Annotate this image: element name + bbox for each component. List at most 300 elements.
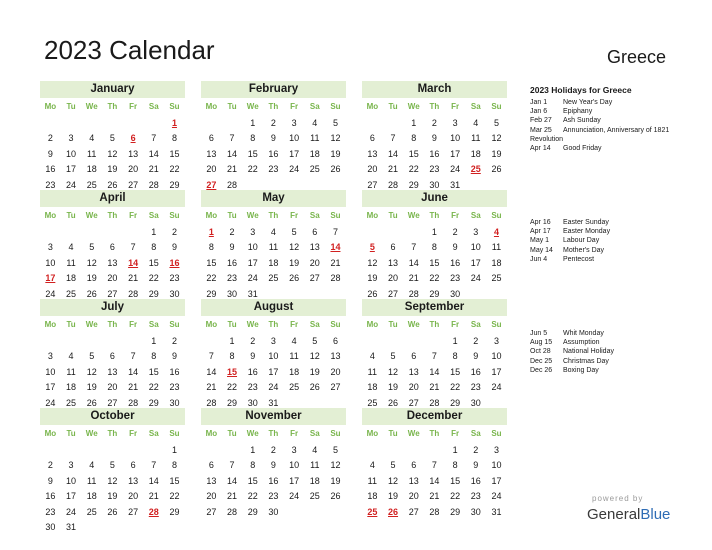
calendar-day: 16	[470, 366, 481, 377]
calendar-day: 5	[109, 460, 115, 471]
calendar-day: 23	[429, 164, 440, 175]
calendar-day: 14	[227, 475, 238, 486]
calendar-day: 26	[309, 382, 320, 393]
weekday-label: Sa	[470, 429, 481, 438]
calendar-day: 4	[68, 351, 74, 362]
weekday-label: Fr	[451, 211, 460, 220]
calendar-day: 26	[107, 179, 118, 190]
holiday-row	[530, 366, 700, 375]
month-header: November	[201, 408, 346, 425]
day-grid	[201, 425, 346, 520]
holiday-date: Oct 28	[530, 348, 551, 356]
empty-cell	[424, 443, 445, 458]
holiday-list	[530, 98, 700, 153]
calendar-day: 10	[45, 257, 56, 268]
calendar-day: 6	[332, 336, 338, 346]
calendar-day: 7	[130, 242, 136, 253]
calendar-day: 13	[309, 242, 320, 253]
weekday-label: Fr	[290, 102, 299, 111]
calendar-day: 30	[45, 521, 56, 532]
calendar-day: 19	[330, 475, 341, 486]
calendar-day: 18	[367, 491, 378, 502]
empty-cell	[102, 116, 123, 131]
weekday-label: Sa	[148, 211, 159, 220]
calendar-day: 31	[66, 521, 77, 532]
calendar-day: 9	[452, 242, 458, 253]
calendar-day: 19	[388, 491, 399, 502]
weekday-label: Fr	[290, 429, 299, 438]
month-header: February	[201, 81, 346, 98]
month-header: September	[362, 299, 507, 316]
weekday-label: Mo	[366, 211, 379, 220]
weekday-label: Tu	[388, 102, 398, 111]
calendar-day: 26	[107, 506, 118, 517]
calendar-day: 2	[431, 118, 437, 128]
empty-cell	[102, 443, 123, 458]
weekday-label: Sa	[309, 211, 320, 220]
calendar-day: 27	[206, 506, 217, 517]
weekday-label: Mo	[205, 320, 218, 329]
calendar-day: 21	[128, 382, 139, 393]
calendar-day: 28	[128, 397, 139, 408]
month-february	[201, 81, 346, 193]
calendar-day: 12	[86, 366, 97, 377]
calendar-day: 27	[408, 506, 419, 517]
calendar-day: 23	[247, 382, 258, 393]
calendar-day: 27	[330, 382, 341, 393]
holiday-day: 17	[45, 273, 56, 284]
empty-cell	[40, 225, 61, 240]
weekday-label: We	[407, 320, 420, 329]
holiday-row	[530, 227, 700, 236]
calendar-day: 10	[450, 133, 461, 144]
calendar-day: 23	[169, 382, 180, 393]
weekday-label: Fr	[290, 211, 299, 220]
calendar-day: 17	[491, 475, 502, 486]
calendar-day: 11	[367, 475, 378, 486]
holiday-name: Easter Sunday	[563, 219, 609, 226]
calendar-day: 30	[470, 506, 481, 517]
calendar-day: 8	[171, 133, 177, 144]
weekday-label: Su	[491, 320, 502, 329]
holiday-day: 6	[130, 133, 136, 144]
calendar-day: 29	[148, 288, 159, 299]
calendar-day: 4	[312, 118, 318, 128]
calendar-day: 17	[45, 382, 56, 393]
calendar-day: 8	[431, 242, 437, 253]
calendar-day: 18	[309, 148, 320, 159]
holiday-row	[530, 329, 700, 338]
empty-cell	[403, 443, 424, 458]
calendar-day: 17	[450, 148, 461, 159]
calendar-day: 14	[429, 366, 440, 377]
empty-cell	[123, 116, 144, 131]
calendar-day: 24	[491, 491, 502, 502]
calendar-day: 8	[208, 242, 214, 253]
calendar-day: 6	[208, 133, 214, 144]
calendar-day: 23	[470, 491, 481, 502]
holiday-name: National Holiday	[563, 348, 614, 356]
calendar-day: 9	[270, 460, 276, 471]
weekday-label: Tu	[388, 211, 398, 220]
empty-cell	[81, 443, 102, 458]
calendar-day: 24	[289, 491, 300, 502]
calendar-day: 10	[491, 351, 502, 362]
calendar-day: 4	[473, 118, 479, 128]
calendar-day: 4	[89, 133, 95, 144]
calendar-day: 1	[151, 227, 157, 237]
weekday-label: Sa	[309, 429, 320, 438]
calendar-day: 30	[470, 397, 481, 408]
calendar-day: 7	[130, 351, 136, 362]
weekday-label: Th	[107, 320, 118, 329]
calendar-day: 22	[148, 273, 159, 284]
calendar-day: 20	[309, 257, 320, 268]
calendar-day: 4	[369, 351, 375, 362]
calendar-day: 29	[450, 397, 461, 408]
empty-cell	[40, 443, 61, 458]
holiday-name: Easter Monday	[563, 228, 611, 236]
calendar-day: 24	[470, 273, 481, 284]
holiday-day: 15	[227, 366, 238, 377]
calendar-day: 29	[169, 506, 180, 517]
month-march	[362, 81, 507, 193]
calendar-day: 6	[312, 227, 318, 237]
calendar-day: 11	[310, 460, 320, 471]
calendar-day: 23	[45, 506, 56, 517]
day-grid	[40, 207, 185, 302]
holiday-name: Ash Sunday	[563, 117, 601, 125]
calendar-day: 21	[128, 273, 139, 284]
calendar-day: 24	[66, 179, 77, 190]
calendar-day: 15	[450, 475, 461, 486]
calendar-day: 16	[268, 148, 279, 159]
empty-cell	[61, 225, 82, 240]
calendar-day: 28	[227, 506, 238, 517]
holiday-date: Jan 6	[530, 108, 548, 116]
weekday-label: Sa	[470, 102, 481, 111]
calendar-day: 8	[250, 133, 256, 144]
calendar-day: 12	[330, 460, 341, 471]
calendar-day: 11	[491, 242, 502, 253]
calendar-day: 19	[86, 273, 97, 284]
weekday-label: Fr	[290, 320, 299, 329]
calendar-day: 25	[309, 491, 320, 502]
calendar-day: 15	[169, 148, 180, 159]
day-grid	[40, 425, 185, 535]
weekday-label: Fr	[451, 429, 460, 438]
calendar-day: 26	[491, 164, 502, 175]
calendar-day: 10	[268, 351, 279, 362]
calendar-day: 2	[250, 336, 256, 346]
calendar-day: 10	[289, 460, 300, 471]
calendar-day: 30	[169, 288, 180, 299]
calendar-day: 28	[429, 506, 440, 517]
calendar-day: 11	[66, 366, 76, 377]
calendar-day: 18	[491, 257, 502, 268]
calendar-day: 30	[169, 397, 180, 408]
weekday-label: Su	[491, 102, 502, 111]
month-header: January	[40, 81, 185, 98]
calendar-day: 28	[227, 179, 238, 190]
calendar-day: 26	[388, 397, 399, 408]
empty-cell	[81, 334, 102, 349]
weekday-label: Fr	[451, 320, 460, 329]
calendar-day: 18	[66, 273, 77, 284]
calendar-day: 26	[330, 491, 341, 502]
weekday-label: We	[85, 429, 98, 438]
weekday-label: Th	[429, 429, 440, 438]
weekday-label: Fr	[451, 102, 460, 111]
empty-cell	[61, 116, 82, 131]
calendar-day: 25	[268, 273, 279, 284]
calendar-day: 10	[66, 148, 77, 159]
calendar-day: 29	[148, 397, 159, 408]
calendar-day: 17	[491, 366, 502, 377]
holiday-date: Mar 25	[530, 126, 552, 134]
calendar-day: 15	[206, 257, 217, 268]
empty-cell	[123, 334, 144, 349]
weekday-label: Tu	[66, 429, 76, 438]
holiday-name: Christmas Day	[563, 357, 609, 365]
calendar-day: 13	[206, 148, 217, 159]
weekday-label: Mo	[205, 429, 218, 438]
day-grid	[362, 207, 507, 302]
weekday-label: We	[407, 429, 420, 438]
calendar-day: 4	[291, 336, 297, 346]
empty-cell	[201, 443, 222, 458]
calendar-day: 4	[369, 460, 375, 471]
calendar-day: 27	[408, 397, 419, 408]
calendar-day: 29	[247, 506, 258, 517]
calendar-day: 20	[128, 491, 139, 502]
empty-cell	[222, 116, 243, 131]
calendar-day: 30	[268, 506, 279, 517]
calendar-day: 14	[128, 366, 139, 377]
weekday-label: Th	[268, 429, 279, 438]
weekday-label: We	[85, 320, 98, 329]
weekday-label: Tu	[388, 320, 398, 329]
calendar-day: 21	[429, 382, 440, 393]
calendar-day: 12	[367, 257, 378, 268]
weekday-label: Mo	[44, 211, 57, 220]
calendar-day: 3	[452, 118, 458, 128]
calendar-day: 22	[429, 273, 440, 284]
calendar-day: 31	[491, 506, 502, 517]
calendar-day: 16	[247, 366, 258, 377]
calendar-day: 2	[473, 336, 479, 346]
calendar-day: 15	[408, 148, 419, 159]
holiday-date: Apr 14	[530, 145, 551, 153]
calendar-day: 18	[86, 491, 97, 502]
calendar-day: 19	[309, 366, 320, 377]
calendar-day: 1	[171, 445, 177, 455]
calendar-day: 20	[206, 164, 217, 175]
weekday-label: Sa	[148, 429, 159, 438]
calendar-day: 12	[330, 133, 341, 144]
month-june	[362, 190, 507, 302]
calendar-day: 5	[89, 242, 95, 253]
calendar-day: 7	[208, 351, 214, 362]
calendar-day: 7	[151, 460, 157, 471]
weekday-label: Mo	[366, 320, 379, 329]
calendar-day: 15	[148, 257, 159, 268]
calendar-day: 16	[169, 366, 180, 377]
calendar-day: 28	[429, 397, 440, 408]
holiday-name: Pentecost	[563, 255, 595, 263]
calendar-day: 14	[429, 475, 440, 486]
calendar-day: 26	[367, 288, 378, 299]
calendar-day: 20	[128, 164, 139, 175]
calendar-day: 9	[171, 351, 177, 362]
country-name: Greece	[606, 47, 666, 67]
calendar-day: 18	[309, 475, 320, 486]
calendar-day: 17	[66, 164, 77, 175]
day-grid	[362, 425, 507, 520]
generalblue-logo[interactable]	[587, 506, 670, 523]
calendar-day: 22	[247, 164, 258, 175]
calendar-day: 1	[229, 336, 235, 346]
logo-text-general: General	[587, 506, 641, 523]
holiday-day: 16	[169, 257, 180, 268]
calendar-day: 12	[86, 257, 97, 268]
calendar-day: 21	[206, 382, 217, 393]
empty-cell	[81, 225, 102, 240]
calendar-day: 6	[411, 351, 417, 362]
empty-cell	[362, 334, 383, 349]
powered-by-text: powered by	[592, 494, 644, 503]
calendar-day: 27	[128, 506, 139, 517]
calendar-day: 13	[408, 366, 419, 377]
calendar-day: 2	[270, 118, 276, 128]
calendar-day: 8	[151, 351, 157, 362]
calendar-day: 19	[107, 164, 118, 175]
calendar-day: 10	[289, 133, 300, 144]
holidays-title: 2023 Holidays for Greece	[530, 85, 632, 95]
calendar-day: 2	[473, 445, 479, 455]
calendar-day: 14	[148, 475, 159, 486]
calendar-day: 1	[250, 118, 256, 128]
calendar-day: 31	[268, 397, 279, 408]
calendar-day: 8	[151, 242, 157, 253]
calendar-day: 13	[107, 366, 118, 377]
calendar-day: 13	[128, 148, 139, 159]
calendar-day: 29	[408, 179, 419, 190]
holiday-date: Apr 16	[530, 219, 551, 226]
calendar-day: 18	[66, 382, 77, 393]
calendar-day: 30	[227, 288, 238, 299]
holiday-row	[530, 116, 700, 125]
month-december	[362, 408, 507, 520]
calendar-day: 9	[47, 148, 53, 159]
calendar-day: 19	[388, 382, 399, 393]
weekday-label: Tu	[66, 320, 76, 329]
weekday-label: Su	[169, 320, 180, 329]
calendar-day: 19	[330, 148, 341, 159]
holiday-date: Jun 4	[530, 255, 548, 263]
empty-cell	[201, 116, 222, 131]
day-grid	[362, 316, 507, 411]
calendar-day: 1	[411, 118, 417, 128]
calendar-day: 17	[247, 257, 258, 268]
holiday-list	[530, 218, 700, 264]
calendar-day: 21	[388, 164, 399, 175]
calendar-day: 3	[250, 227, 256, 237]
weekday-label: Th	[429, 320, 440, 329]
calendar-day: 9	[473, 351, 479, 362]
calendar-day: 13	[408, 475, 419, 486]
calendar-day: 28	[148, 179, 159, 190]
calendar-day: 4	[270, 227, 276, 237]
calendar-day: 3	[493, 336, 499, 346]
calendar-day: 6	[411, 460, 417, 471]
calendar-day: 14	[408, 257, 419, 268]
holiday-name: Good Friday	[563, 145, 602, 153]
calendar-day: 29	[227, 397, 238, 408]
calendar-day: 28	[128, 288, 139, 299]
calendar-day: 2	[452, 227, 458, 237]
calendar-day: 22	[450, 491, 461, 502]
month-header: June	[362, 190, 507, 207]
weekday-label: Tu	[66, 102, 76, 111]
calendar-day: 13	[107, 257, 118, 268]
holiday-row	[530, 347, 700, 356]
calendar-day: 30	[450, 288, 461, 299]
weekday-label: Mo	[366, 102, 379, 111]
calendar-day: 19	[367, 273, 378, 284]
calendar-day: 7	[151, 133, 157, 144]
weekday-label: Fr	[129, 102, 138, 111]
weekday-label: Th	[268, 211, 279, 220]
calendar-day: 29	[429, 288, 440, 299]
weekday-label: Tu	[227, 211, 237, 220]
empty-cell	[362, 225, 383, 240]
calendar-day: 12	[388, 366, 399, 377]
calendar-day: 23	[169, 273, 180, 284]
holiday-name: Whit Monday	[563, 330, 604, 337]
calendar-day: 31	[247, 288, 258, 299]
weekday-label: Mo	[44, 320, 57, 329]
calendar-day: 14	[148, 148, 159, 159]
calendar-day: 3	[68, 133, 74, 144]
weekday-label: Th	[107, 211, 118, 220]
calendar-day: 7	[390, 133, 396, 144]
weekday-label: Sa	[148, 320, 159, 329]
weekday-label: Th	[429, 102, 440, 111]
calendar-day: 21	[148, 491, 159, 502]
holiday-row	[530, 98, 700, 107]
calendar-day: 22	[247, 491, 258, 502]
empty-cell	[102, 334, 123, 349]
weekday-label: Sa	[309, 102, 320, 111]
calendar-day: 7	[411, 242, 417, 253]
calendar-day: 26	[289, 273, 300, 284]
calendar-day: 21	[227, 491, 238, 502]
calendar-day: 24	[289, 164, 300, 175]
month-header: July	[40, 299, 185, 316]
calendar-day: 10	[45, 366, 56, 377]
calendar-day: 5	[109, 133, 115, 144]
calendar-day: 6	[109, 351, 115, 362]
calendar-day: 11	[471, 133, 481, 144]
calendar-day: 17	[470, 257, 481, 268]
calendar-day: 25	[86, 179, 97, 190]
calendar-day: 12	[107, 475, 118, 486]
calendar-day: 7	[332, 227, 338, 237]
weekday-label: Th	[107, 102, 118, 111]
calendar-day: 3	[270, 336, 276, 346]
calendar-day: 23	[268, 164, 279, 175]
